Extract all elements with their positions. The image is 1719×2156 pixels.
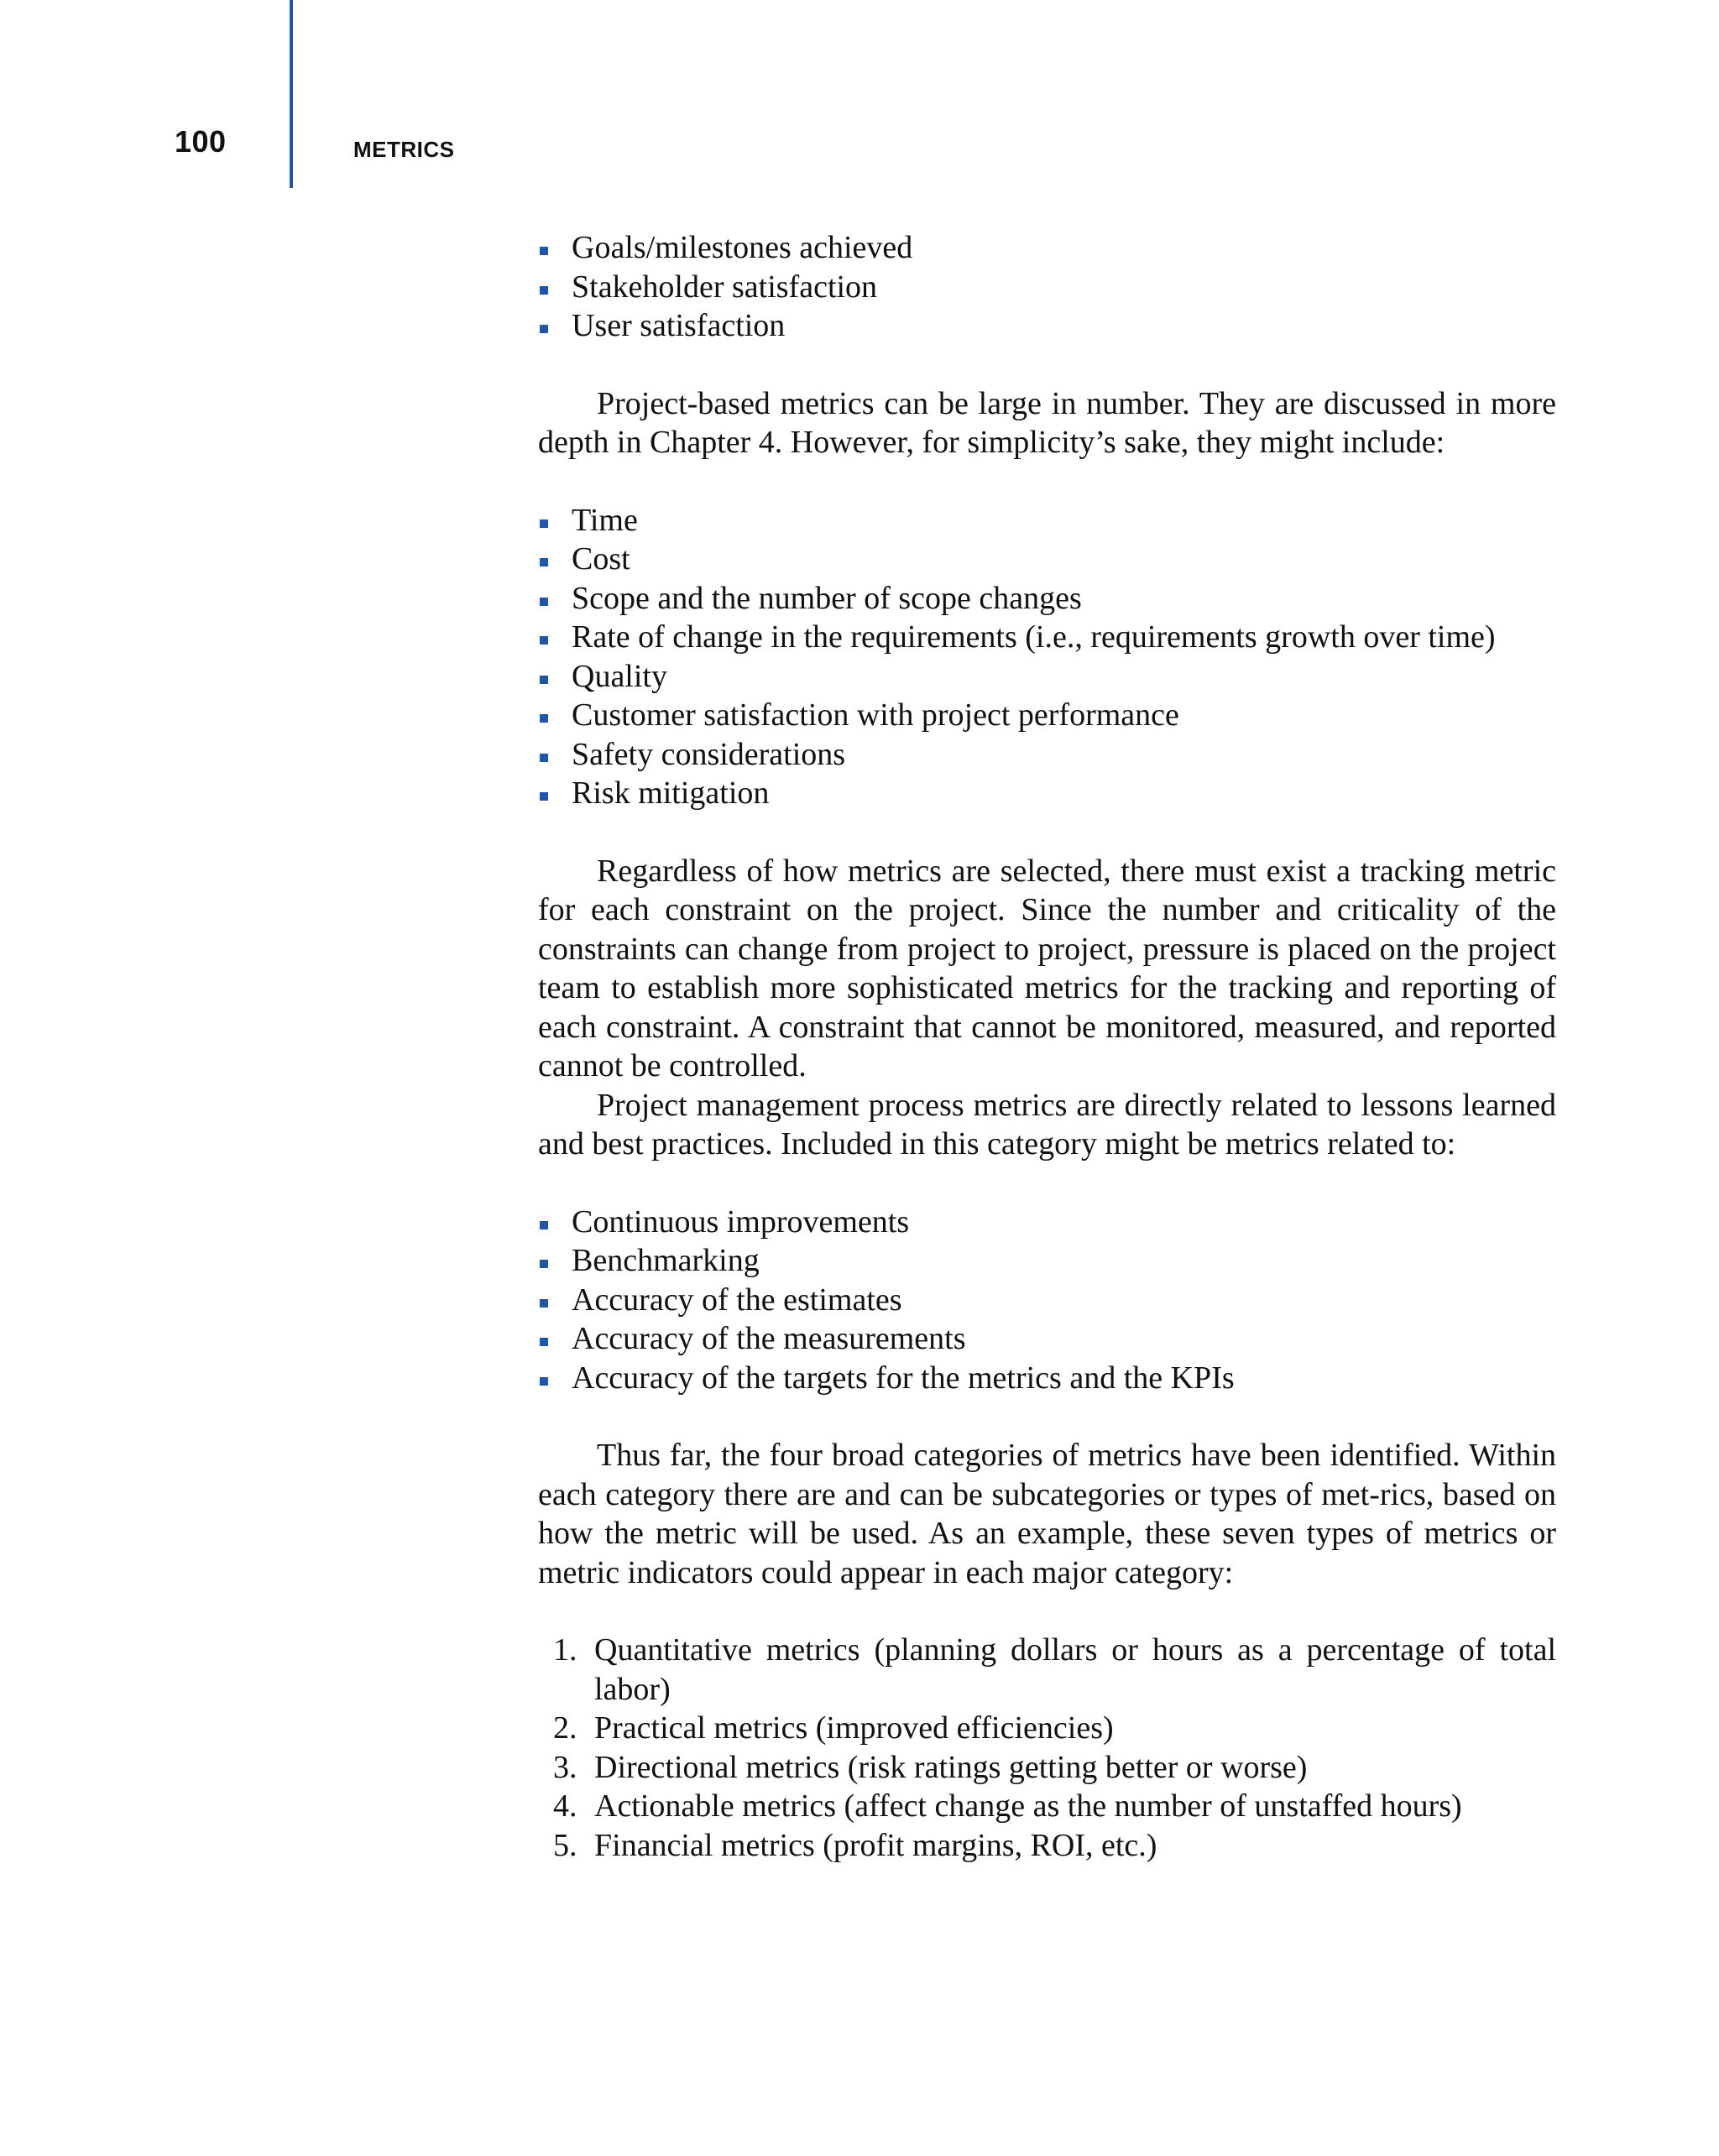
list-item-text: Customer satisfaction with project performance [572,697,1179,733]
list-item-text: Accuracy of the measurements [572,1321,966,1356]
list-item-text: Benchmarking [572,1243,760,1278]
list-item-text: Accuracy of the targets for the metrics and the KPIs [572,1360,1235,1396]
list-item [538,774,1556,813]
paragraph-process-metrics: Project management process metrics are directly related to lessons learned and best practices. Included in this category might be metrics related to: [538,1087,1556,1162]
square-bullet-icon [540,519,548,528]
body-text [538,228,1556,1865]
numbered-item-text: Financial metrics (profit margins, ROI, etc.) [594,1827,1157,1863]
square-bullet-icon [540,1221,548,1229]
spacer [538,346,1556,384]
item-number: 4. [553,1788,577,1824]
numbered-item [538,1748,1556,1788]
numbered-item [538,1787,1556,1826]
list-item [538,618,1556,657]
list-item [538,540,1556,579]
spacer [538,813,1556,852]
list-item [538,579,1556,619]
square-bullet-icon [540,676,548,684]
list-item [538,1203,1556,1242]
item-number: 5. [553,1827,577,1863]
square-bullet-icon [540,754,548,762]
page-number: 100 [175,124,227,159]
square-bullet-icon [540,325,548,333]
square-bullet-icon [540,247,548,255]
square-bullet-icon [540,598,548,606]
square-bullet-icon [540,792,548,801]
item-number: 2. [553,1710,577,1746]
list-item [538,657,1556,697]
square-bullet-icon [540,558,548,566]
spacer [538,1164,1556,1203]
square-bullet-icon [540,1299,548,1308]
list-item-text: Quality [572,658,667,694]
spacer [538,1397,1556,1436]
list-item-text: Time [572,502,638,538]
square-bullet-icon [540,636,548,645]
list-item [538,735,1556,775]
bullet-list-outcomes [538,228,1556,346]
list-item [538,1281,1556,1320]
list-item [538,1319,1556,1359]
list-item-text: Accuracy of the estimates [572,1282,902,1318]
numbered-item-text: Quantitative metrics (planning dollars or hours as a percentage of total labor) [594,1632,1556,1707]
running-head: METRICS [353,137,455,162]
numbered-item-text: Practical metrics (improved efficiencies) [594,1710,1114,1746]
list-item [538,268,1556,307]
paragraph-categories: Thus far, the four broad categories of metrics have been identified. Within each category there are and can be subcategories or types of met-rics, based on how the metric will be used. As an example, these seven types of metrics or metric indicators could appear in each major category: [538,1438,1556,1590]
spacer [538,1592,1556,1631]
square-bullet-icon [540,714,548,723]
list-item [538,696,1556,735]
list-item [538,1359,1556,1398]
list-item-text: Risk mitigation [572,775,770,811]
numbered-item-text: Actionable metrics (affect change as the number of unstaffed hours) [594,1788,1462,1824]
header-rule [290,0,293,188]
spacer [538,462,1556,501]
numbered-item [538,1709,1556,1748]
list-item-text: Continuous improvements [572,1203,910,1240]
list-item-text: Scope and the number of scope changes [572,580,1082,616]
numbered-item [538,1826,1556,1866]
list-item-text: Stakeholder satisfaction [572,269,878,305]
numbered-item [538,1631,1556,1709]
paragraph-project-based: Project-based metrics can be large in number. They are discussed in more depth in Chapter 4. However, for simplicity’s sake, they might include: [538,385,1556,460]
square-bullet-icon [540,1260,548,1268]
list-item [538,1241,1556,1281]
square-bullet-icon [540,1338,548,1346]
numbered-list-metric-types [538,1631,1556,1865]
list-item-text: Safety considerations [572,736,846,772]
bullet-list-project-metrics [538,501,1556,813]
item-number: 1. [553,1632,577,1668]
bullet-list-process-metrics [538,1203,1556,1398]
list-item [538,228,1556,268]
square-bullet-icon [540,1377,548,1386]
list-item [538,306,1556,346]
list-item-text: Rate of change in the requirements (i.e., requirements growth over time) [572,619,1496,655]
list-item-text: User satisfaction [572,308,786,343]
paragraph-constraints: Regardless of how metrics are selected, there must exist a tracking metric for each constraint on the project. Since the number and criticality of the constraints can change from project to project, pressure is placed on the project team to establish more sophisticated metrics for the tracking and reporting of each constraint. A constraint that cannot be monitored, measured, and reported cannot be controlled. [538,853,1556,1083]
list-item [538,501,1556,540]
item-number: 3. [553,1749,577,1785]
square-bullet-icon [540,286,548,295]
numbered-item-text: Directional metrics (risk ratings getting better or worse) [594,1749,1308,1785]
list-item-text: Goals/milestones achieved [572,230,913,265]
list-item-text: Cost [572,541,630,577]
